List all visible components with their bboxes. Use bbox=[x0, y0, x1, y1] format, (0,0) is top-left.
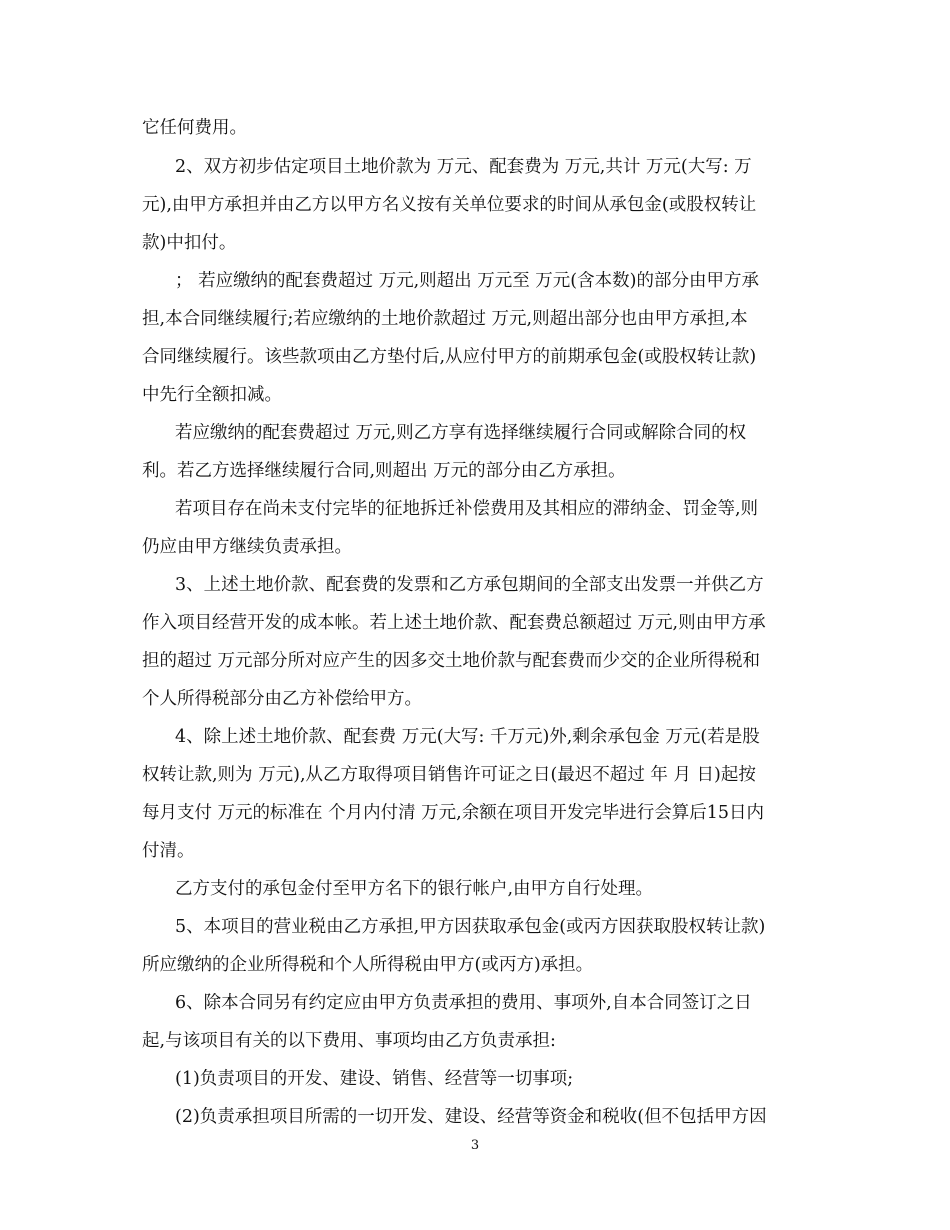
text-line: 若应缴纳的配套费超过 万元,则乙方享有选择继续履行合同或解除合同的权 bbox=[175, 423, 747, 443]
text-line: ； 若应缴纳的配套费超过 万元,则超出 万元至 万元(含本数)的部分由甲方承 bbox=[175, 271, 759, 291]
text-line: 担的超过 万元部分所对应产生的因多交土地价款与配套费而少交的企业所得税和 bbox=[142, 651, 761, 671]
clause-5-paragraph: 5、本项目的营业税由乙方承担,甲方因获取承包金(或丙方因获取股权转让款) bbox=[175, 917, 766, 937]
text-line: 款)中扣付。 bbox=[142, 233, 237, 253]
text-line: 所应缴纳的企业所得税和个人所得税由甲方(或丙方)承担。 bbox=[142, 955, 594, 975]
text-line: 权转让款,则为 万元),从乙方取得项目销售许可证之日(最迟不超过 年 月 日)起按 bbox=[142, 765, 756, 785]
text-line: 担,本合同继续履行;若应缴纳的土地价款超过 万元,则超出部分也由甲方承担,本 bbox=[142, 309, 748, 329]
list-item: (1)负责项目的开发、建设、销售、经营等一切事项; bbox=[175, 1069, 574, 1089]
clause-4-paragraph: 4、除上述土地价款、配套费 万元(大写: 千万元)外,剩余承包金 万元(若是股 bbox=[175, 727, 760, 747]
text-line: 仍应由甲方继续负责承担。 bbox=[142, 537, 352, 557]
page-number: 3 bbox=[470, 1138, 480, 1153]
text-line: 中先行全额扣减。 bbox=[142, 385, 282, 405]
text-line: 付清。 bbox=[142, 841, 195, 861]
text-line: 个人所得税部分由乙方补偿给甲方。 bbox=[142, 689, 422, 709]
text-line: 它任何费用。 bbox=[142, 118, 247, 138]
text-line: 每月支付 万元的标准在 个月内付清 万元,余额在项目开发完毕进行会算后15日内 bbox=[142, 803, 765, 823]
text-line: 合同继续履行。该些款项由乙方垫付后,从应付甲方的前期承包金(或股权转让款) bbox=[142, 347, 757, 367]
clause-3-paragraph: 3、上述土地价款、配套费的发票和乙方承包期间的全部支出发票一并供乙方 bbox=[175, 575, 764, 595]
text-line: 作入项目经营开发的成本帐。若上述土地价款、配套费总额超过 万元,则由甲方承 bbox=[142, 613, 766, 633]
list-item: (2)负责承担项目所需的一切开发、建设、经营等资金和税收(但不包括甲方因 bbox=[175, 1107, 767, 1127]
text-line: 若项目存在尚未支付完毕的征地拆迁补偿费用及其相应的滞纳金、罚金等,则 bbox=[175, 499, 759, 519]
text-line: 利。若乙方选择继续履行合同,则超出 万元的部分由乙方承担。 bbox=[142, 461, 626, 481]
clause-6-paragraph: 6、除本合同另有约定应由甲方负责承担的费用、事项外,自本合同签订之日 bbox=[175, 993, 752, 1013]
text-line: 乙方支付的承包金付至甲方名下的银行帐户,由甲方自行处理。 bbox=[175, 879, 654, 899]
text-line: 元),由甲方承担并由乙方以甲方名义按有关单位要求的时间从承包金(或股权转让 bbox=[142, 195, 757, 215]
text-line: 起,与该项目有关的以下费用、事项均由乙方负责承担: bbox=[142, 1031, 556, 1051]
clause-2-paragraph: 2、双方初步估定项目土地价款为 万元、配套费为 万元,共计 万元(大写: 万 bbox=[175, 157, 752, 177]
